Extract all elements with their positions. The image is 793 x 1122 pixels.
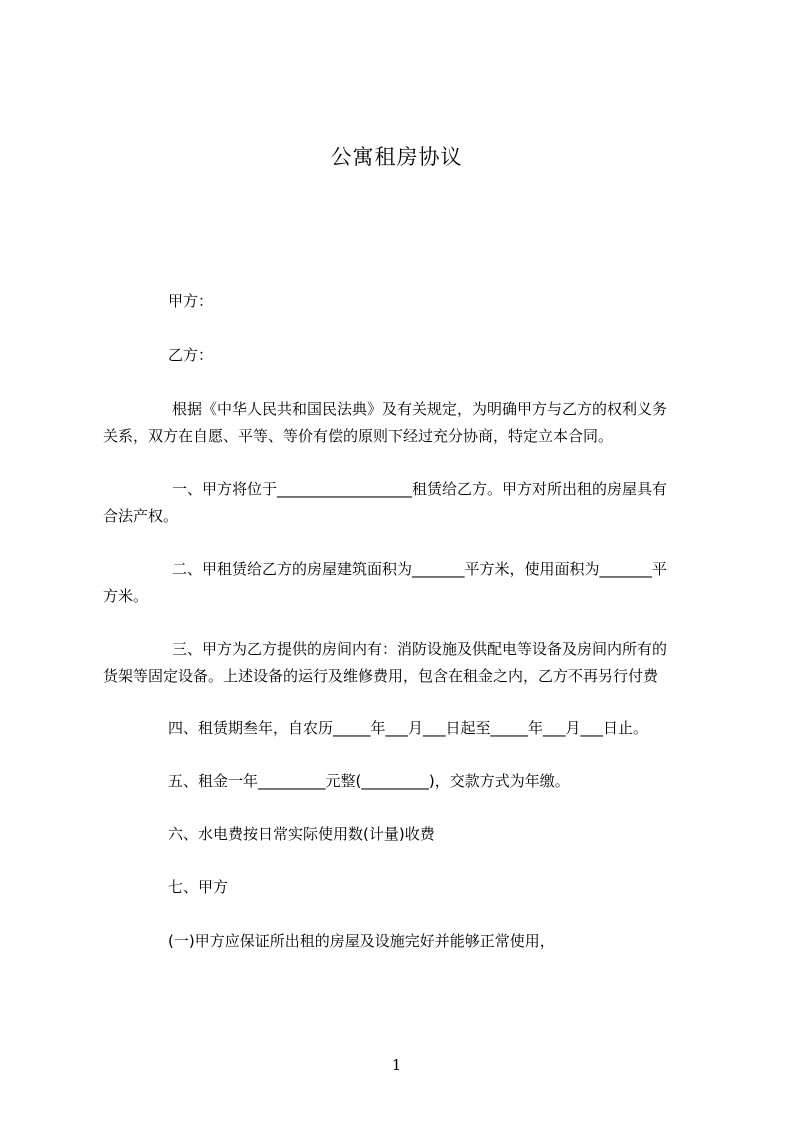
clause-7-heading: 七、甲方 bbox=[168, 878, 229, 896]
party-b-label: 乙方： bbox=[168, 346, 214, 364]
clause-6: 六、水电费按日常实际使用数(计量)收费 bbox=[168, 825, 435, 843]
clause-4: 四、租赁期叁年，自农历_____年___月___日起至_____年___月___日止。 bbox=[168, 719, 649, 737]
intro-paragraph-line-2: 关系，双方在自愿、平等、等价有偿的原则下经过充分协商，特定立本合同。 bbox=[103, 427, 614, 445]
clause-2-line-2: 方米。 bbox=[103, 587, 149, 605]
clause-1-line-1: 一、甲方将位于__________________租赁给乙方。甲方对所出租的房屋具有 bbox=[172, 480, 668, 498]
clause-3-line-2: 货架等固定设备。上述设备的运行及维修费用，包含在租金之内，乙方不再另行付费 bbox=[103, 667, 659, 685]
intro-paragraph-line-1: 根据《中华人民共和国民法典》及有关规定，为明确甲方与乙方的权利义务 bbox=[172, 400, 668, 418]
clause-1-line-2: 合法产权。 bbox=[103, 507, 179, 525]
document-title: 公寓租房协议 bbox=[330, 145, 463, 169]
clause-5: 五、租金一年_________元整(_________)，交款方式为年缴。 bbox=[168, 772, 570, 790]
page-number: 1 bbox=[391, 1056, 402, 1074]
clause-2-line-1: 二、甲租赁给乙方的房屋建筑面积为_______平方米，使用面积为_______平 bbox=[172, 560, 668, 578]
clause-7-item-1: (一)甲方应保证所出租的房屋及设施完好并能够正常使用， bbox=[168, 932, 555, 950]
clause-3-line-1: 三、甲方为乙方提供的房间内有：消防设施及供配电等设备及房间内所有的 bbox=[172, 640, 668, 658]
party-a-label: 甲方： bbox=[168, 292, 214, 310]
